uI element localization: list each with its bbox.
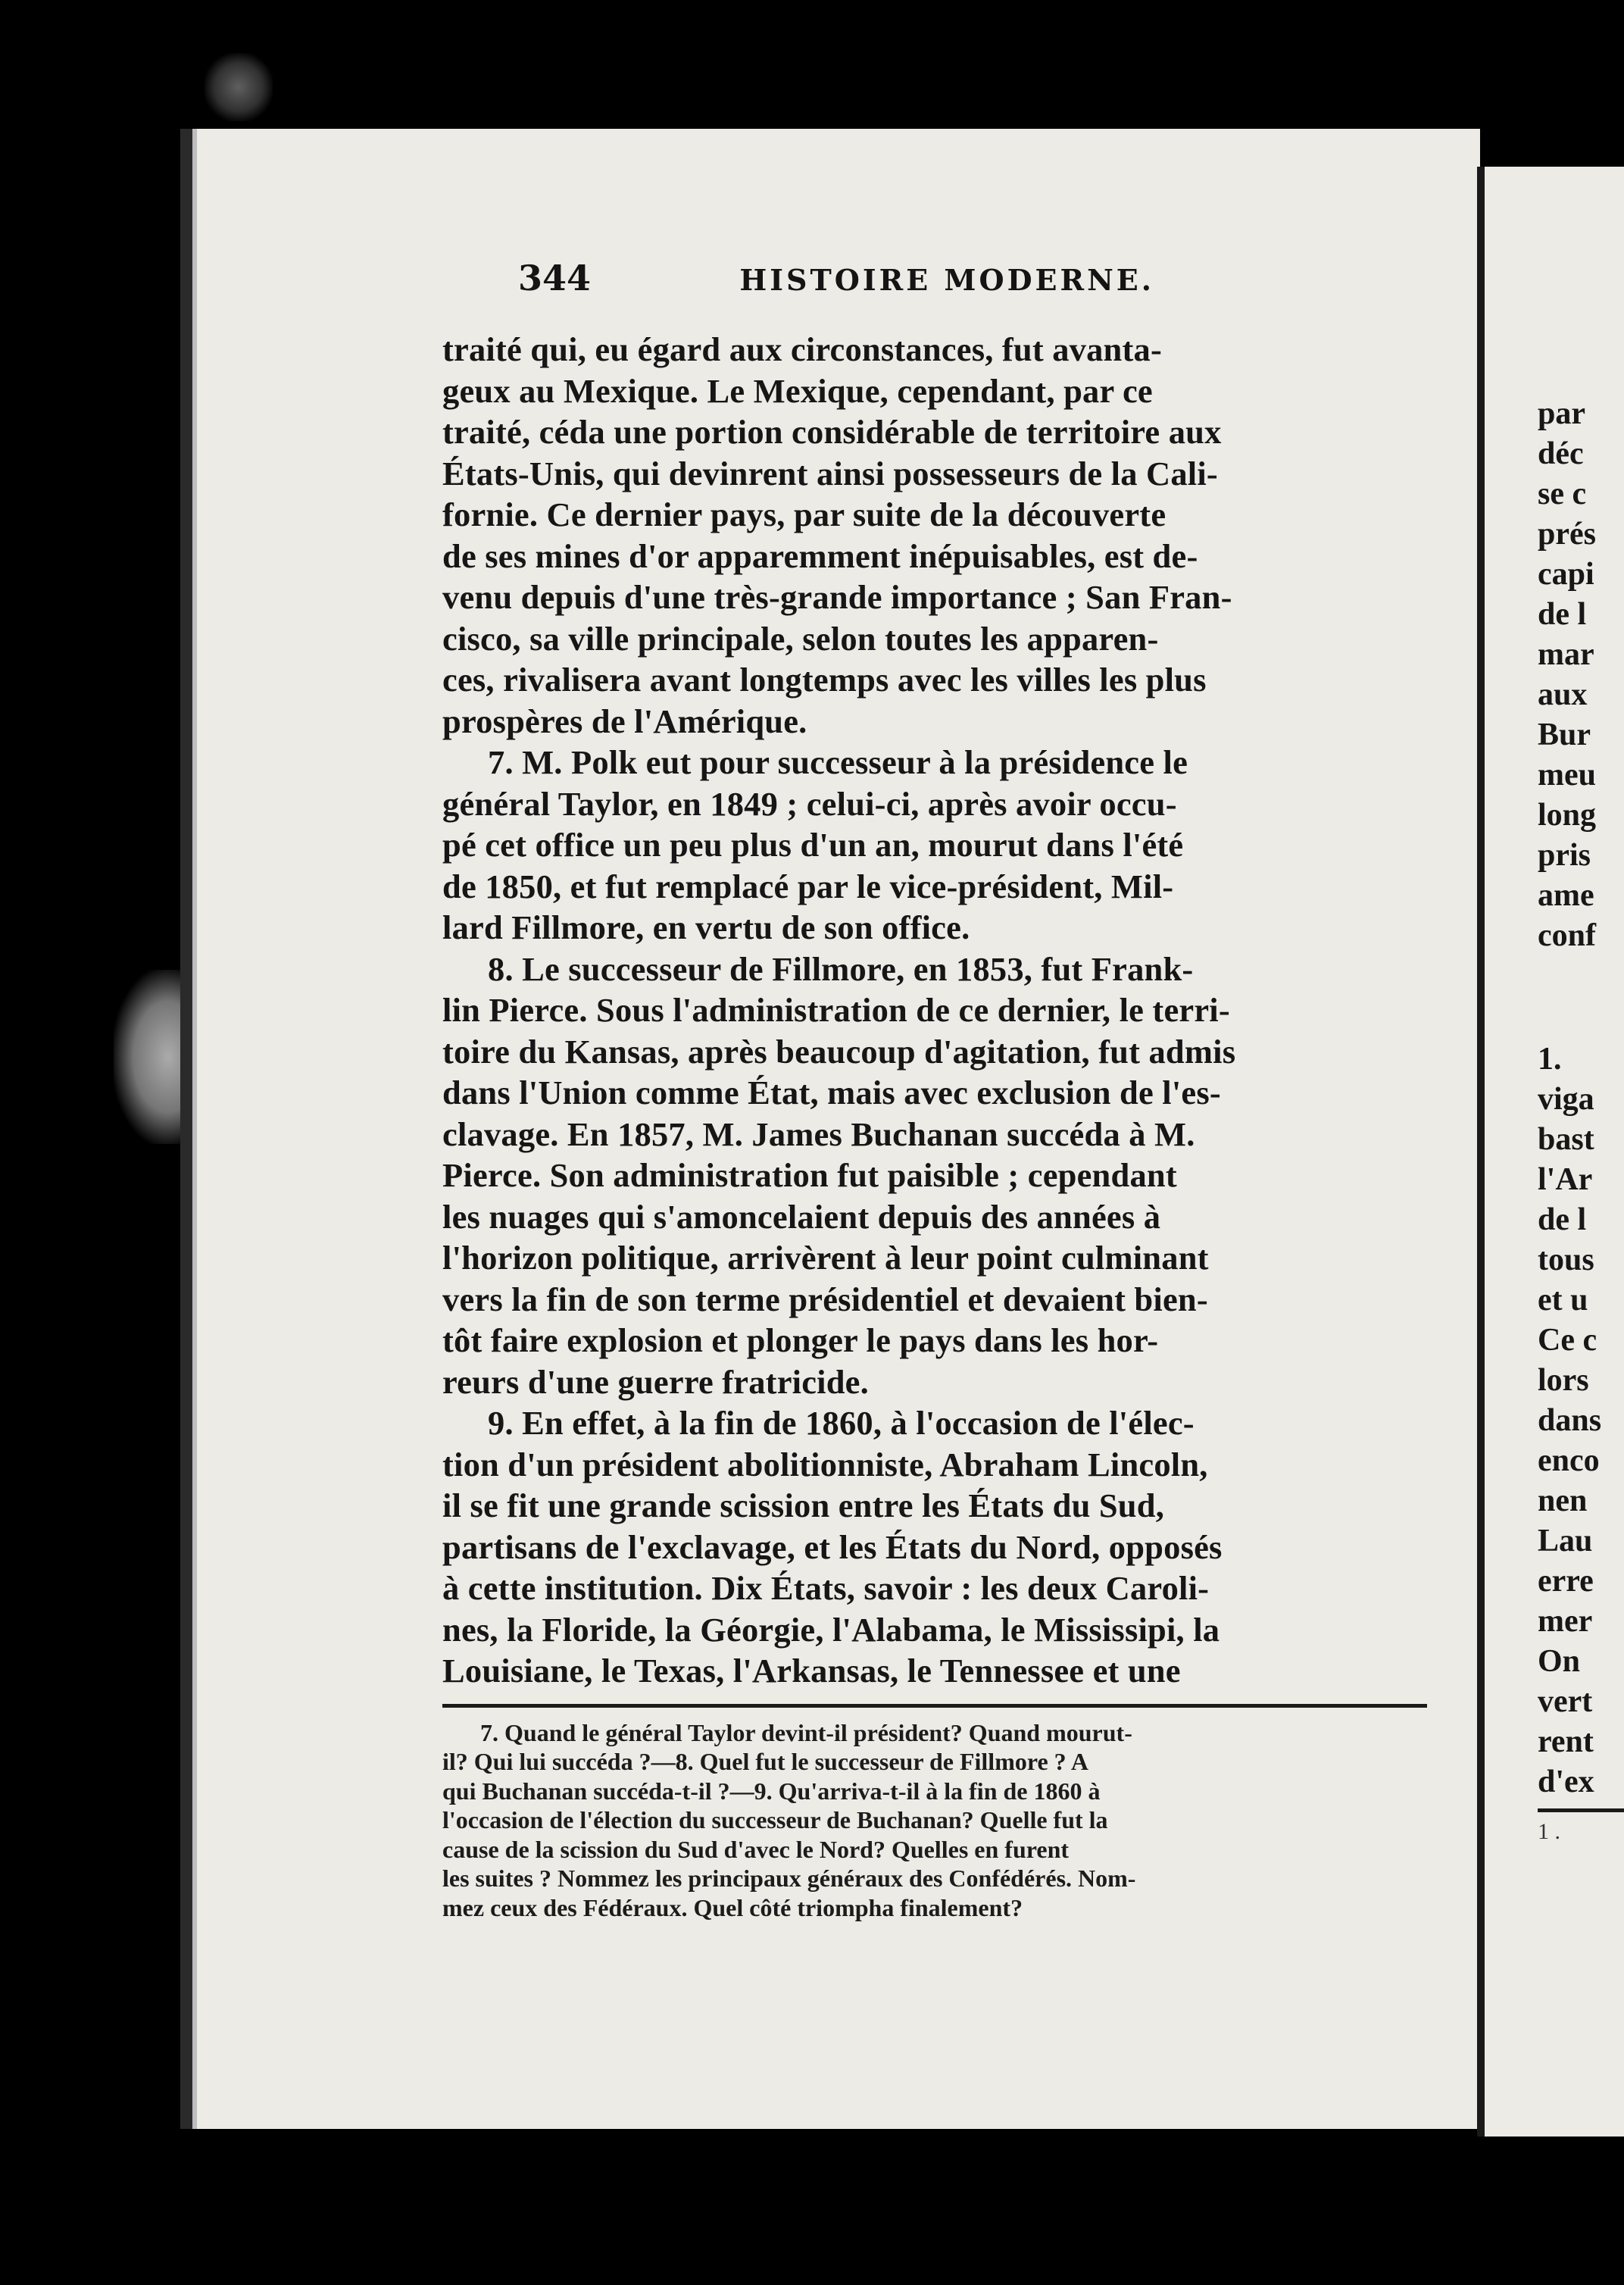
right-page-rule — [1538, 1808, 1624, 1812]
body-line: lard Fillmore, en vertu de son office. — [442, 908, 970, 946]
body-line: tôt faire explosion et plonger le pays dans les hor- — [442, 1321, 1159, 1359]
right-page-line: prés — [1538, 517, 1596, 552]
right-page-line: 1. — [1538, 1042, 1562, 1077]
right-page-line: l'Ar — [1538, 1162, 1593, 1197]
right-page-line: dans — [1538, 1403, 1602, 1438]
question-line: 7. Quand le général Taylor devint-il président? Quand mourut- — [480, 1718, 1132, 1746]
page-number: 344 — [518, 258, 592, 299]
right-page-line: d'ex — [1538, 1765, 1594, 1799]
body-line: Louisiane, le Texas, l'Arkansas, le Tennessee et une — [442, 1652, 1181, 1690]
right-page-top-fragments — [1485, 167, 1624, 956]
body-line: à cette institution. Dix États, savoir : les deux Caroli- — [442, 1569, 1210, 1607]
body-line: il se fit une grande scission entre les États du Sud, — [442, 1486, 1165, 1524]
body-line: Pierce. Son administration fut paisible ; cependant — [442, 1156, 1177, 1194]
review-questions — [442, 1718, 1427, 1923]
body-line: nes, la Floride, la Géorgie, l'Alabama, le Mississipi, la — [442, 1610, 1220, 1649]
right-page-line: Bur — [1538, 717, 1591, 752]
right-page-line: mar — [1538, 637, 1594, 672]
body-line: de 1850, et fut remplacé par le vice-président, Mil- — [442, 867, 1174, 905]
right-page-footnote: 1 . — [1538, 1819, 1560, 1844]
right-page-line: On — [1538, 1644, 1581, 1679]
body-line: tion d'un président abolitionniste, Abraham Lincoln, — [442, 1445, 1208, 1483]
right-page-line: long — [1538, 798, 1597, 833]
right-page-line: erre — [1538, 1564, 1594, 1599]
right-page-line: ame — [1538, 878, 1594, 913]
right-page-line: par — [1538, 396, 1585, 431]
right-page-line: pris — [1538, 838, 1591, 873]
body-line: traité qui, eu égard aux circonstances, fut avanta- — [442, 330, 1162, 368]
body-line: 9. En effet, à la fin de 1860, à l'occasion de l'élec- — [488, 1404, 1195, 1442]
right-page-line: bast — [1538, 1122, 1594, 1157]
question-line: qui Buchanan succéda-t-il ?—9. Qu'arriva-t-il à la fin de 1860 à — [442, 1777, 1101, 1805]
body-line: ces, rivalisera avant longtemps avec les villes les plus — [442, 661, 1207, 699]
question-line: mez ceux des Fédéraux. Quel côté triompha finalement? — [442, 1893, 1023, 1921]
page-header — [442, 258, 1427, 299]
right-page-line: conf — [1538, 918, 1596, 953]
body-line: vers la fin de son terme présidentiel et devaient bien- — [442, 1280, 1208, 1318]
body-line: 8. Le successeur de Fillmore, en 1853, fut Frank- — [488, 949, 1194, 988]
body-line: prospères de l'Amérique. — [442, 702, 807, 740]
book-page-left — [180, 129, 1480, 2129]
right-page-middle-fragments — [1485, 956, 1624, 1802]
body-line: partisans de l'exclavage, et les États du Nord, opposés — [442, 1527, 1223, 1566]
right-page-line: enco — [1538, 1443, 1600, 1478]
right-page-line: Lau — [1538, 1524, 1593, 1558]
body-line: de ses mines d'or apparemment inépuisables, est de- — [442, 536, 1198, 575]
right-page-line: Ce c — [1538, 1323, 1597, 1358]
body-line: venu depuis d'une très-grande importance ; San Fran- — [442, 578, 1232, 616]
body-line: l'horizon politique, arrivèrent à leur point culminant — [442, 1239, 1209, 1277]
question-line: l'occasion de l'élection du successeur de Buchanan? Quelle fut la — [442, 1806, 1108, 1833]
body-line: toire du Kansas, après beaucoup d'agitation, fut admis — [442, 1032, 1236, 1071]
right-page-line: et u — [1538, 1283, 1588, 1318]
running-head: HISTOIRE MODERNE. — [739, 263, 1154, 297]
body-line: traité, céda une portion considérable de territoire aux — [442, 413, 1222, 451]
right-page-line: de l — [1538, 1202, 1587, 1237]
right-page-line: meu — [1538, 758, 1596, 792]
right-page-line: lors — [1538, 1363, 1589, 1398]
body-line: reurs d'une guerre fratricide. — [442, 1362, 869, 1401]
question-line: cause de la scission du Sud d'avec le Nord? Quelles en furent — [442, 1835, 1070, 1863]
right-page-line: se c — [1538, 477, 1587, 511]
right-page-line: déc — [1538, 436, 1584, 471]
right-page-line: nen — [1538, 1483, 1588, 1518]
book-page-right-fragment — [1477, 167, 1624, 2137]
body-text — [442, 329, 1427, 1692]
body-line: 7. M. Polk eut pour successeur à la présidence le — [488, 743, 1188, 781]
body-line: clavage. En 1857, M. James Buchanan succéda à M. — [442, 1114, 1195, 1153]
question-line: il? Qui lui succéda ?—8. Quel fut le successeur de Fillmore ? A — [442, 1748, 1089, 1775]
right-page-line: mer — [1538, 1604, 1593, 1639]
right-page-line: capi — [1538, 557, 1594, 592]
right-page-line: de l — [1538, 597, 1587, 632]
body-line: pé cet office un peu plus d'un an, mourut dans l'été — [442, 826, 1184, 864]
body-line: général Taylor, en 1849 ; celui-ci, après avoir occu- — [442, 784, 1177, 823]
footnote-rule — [442, 1704, 1427, 1708]
body-line: geux au Mexique. Le Mexique, cependant, par ce — [442, 371, 1153, 410]
body-line: les nuages qui s'amoncelaient depuis des années à — [442, 1197, 1161, 1236]
right-page-line: rent — [1538, 1724, 1594, 1759]
body-line: dans l'Union comme État, mais avec exclusion de l'es- — [442, 1074, 1221, 1111]
page-content — [442, 258, 1427, 1922]
right-page-line: viga — [1538, 1082, 1594, 1117]
body-line: États-Unis, qui devinrent ainsi possesseurs de la Cali- — [442, 454, 1218, 492]
body-line: cisco, sa ville principale, selon toutes les apparen- — [442, 619, 1159, 658]
right-page-line: vert — [1538, 1684, 1593, 1719]
body-line: lin Pierce. Sous l'administration de ce dernier, le terri- — [442, 991, 1230, 1029]
scan-artifact — [205, 53, 273, 121]
right-page-line: aux — [1538, 677, 1588, 712]
question-line: les suites ? Nommez les principaux généraux des Confédérés. Nom- — [442, 1865, 1136, 1892]
right-page-line: tous — [1538, 1243, 1594, 1277]
body-line: fornie. Ce dernier pays, par suite de la découverte — [442, 495, 1166, 533]
